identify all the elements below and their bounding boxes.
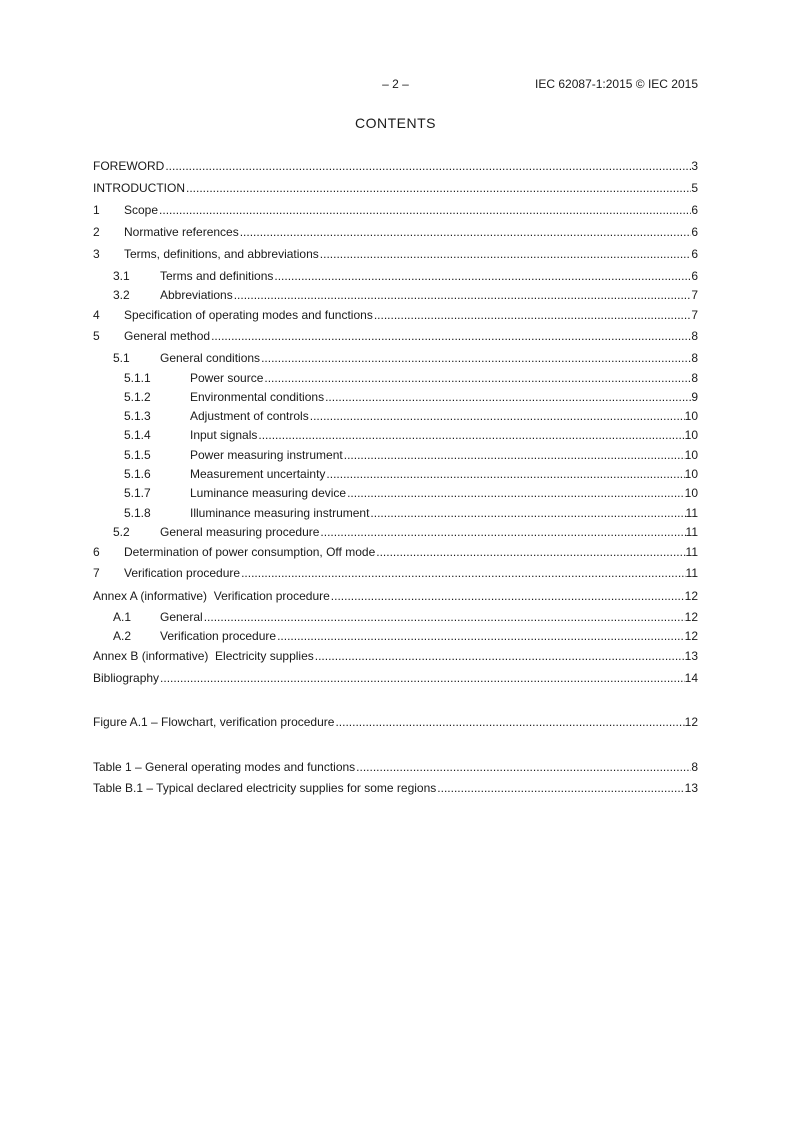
- toc-entry-text: Power measuring instrument: [190, 448, 343, 462]
- dot-leader: [331, 587, 685, 605]
- toc-entry-text: Adjustment of controls: [190, 409, 309, 423]
- toc-entry-text: Input signals: [190, 428, 258, 442]
- toc-entry-5-1-5[interactable]: [93, 446, 698, 464]
- dot-leader: [165, 157, 691, 175]
- toc-entry-page: 10: [684, 486, 698, 500]
- toc-entry-page: 10: [684, 467, 698, 481]
- table-entry-page: 13: [684, 781, 698, 795]
- toc-entry-5-1-8[interactable]: [93, 504, 698, 522]
- toc-entry-number: 7: [93, 566, 100, 580]
- dot-leader: [315, 647, 685, 665]
- toc-entry-5-1-7[interactable]: [93, 484, 698, 502]
- toc-entry-page: 11: [685, 566, 698, 580]
- page-title: CONTENTS: [355, 115, 436, 131]
- toc-entry-text: General: [160, 610, 203, 624]
- toc-entry-1[interactable]: [93, 201, 698, 219]
- dot-leader: [326, 465, 684, 483]
- toc-entry-page: 12: [684, 610, 698, 624]
- dot-leader: [204, 608, 685, 626]
- toc-entry-number: 4: [93, 308, 100, 322]
- toc-entry-text: Annex B (informative) Electricity supplies: [93, 649, 314, 663]
- toc-entry-number: 5.1.8: [124, 506, 151, 520]
- toc-entry-text: FOREWORD: [93, 159, 165, 173]
- dot-leader: [320, 245, 692, 263]
- toc-entry-number: 5.1.1: [124, 371, 151, 385]
- toc-entry-page: 3: [691, 159, 698, 173]
- dot-leader: [374, 306, 691, 324]
- list-of-figures-entry[interactable]: [93, 713, 698, 731]
- toc-entry-text: Measurement uncertainty: [190, 467, 326, 481]
- toc-entry-introduction[interactable]: [93, 179, 698, 197]
- toc-entry-text: Determination of power consumption, Off mode: [124, 545, 376, 559]
- dot-leader: [370, 504, 685, 522]
- toc-entry-3-1[interactable]: [93, 267, 698, 285]
- toc-entry-text: Bibliography: [93, 671, 160, 685]
- dot-leader: [241, 564, 685, 582]
- toc-entry-a-2[interactable]: [93, 627, 698, 645]
- toc-entry-annex-a[interactable]: [93, 587, 698, 605]
- toc-entry-5-2[interactable]: [93, 523, 698, 541]
- toc-entry-page: 7: [691, 308, 698, 322]
- page-number: – 2 –: [382, 77, 409, 91]
- toc-entry-text: Illuminance measuring instrument: [190, 506, 370, 520]
- dot-leader: [344, 446, 685, 464]
- toc-entry-text: INTRODUCTION: [93, 181, 185, 195]
- dot-leader: [159, 201, 691, 219]
- toc-entry-text: Normative references: [124, 225, 239, 239]
- list-of-tables-entry[interactable]: [93, 779, 698, 797]
- toc-entry-5-1-3[interactable]: [93, 407, 698, 425]
- toc-entry-text: Specification of operating modes and functions: [124, 308, 373, 322]
- toc-entry-page: 11: [685, 545, 698, 559]
- toc-entry-5-1-4[interactable]: [93, 426, 698, 444]
- toc-entry-2[interactable]: [93, 223, 698, 241]
- toc-entry-4[interactable]: [93, 306, 698, 324]
- dot-leader: [335, 713, 684, 731]
- dot-leader: [376, 543, 685, 561]
- toc-entry-page: 7: [691, 288, 698, 302]
- dot-leader: [437, 779, 684, 797]
- toc-entry-7[interactable]: [93, 564, 698, 582]
- toc-entry-page: 6: [691, 269, 698, 283]
- dot-leader: [274, 267, 691, 285]
- toc-entry-foreword[interactable]: [93, 157, 698, 175]
- dot-leader: [234, 286, 692, 304]
- toc-entry-number: 3: [93, 247, 100, 261]
- toc-entry-number: 5.1.6: [124, 467, 151, 481]
- toc-entry-page: 9: [691, 390, 698, 404]
- toc-entry-page: 12: [684, 629, 698, 643]
- toc-entry-number: 5.1.3: [124, 409, 151, 423]
- document-reference: IEC 62087-1:2015 © IEC 2015: [535, 77, 698, 91]
- dot-leader: [240, 223, 692, 241]
- toc-entry-number: 5: [93, 329, 100, 343]
- toc-entry-number: 5.1.7: [124, 486, 151, 500]
- toc-entry-text: Environmental conditions: [190, 390, 325, 404]
- toc-entry-3-2[interactable]: [93, 286, 698, 304]
- toc-entry-number: A.2: [113, 629, 132, 643]
- toc-entry-page: 10: [684, 448, 698, 462]
- toc-entry-page: 13: [684, 649, 698, 663]
- dot-leader: [160, 669, 685, 687]
- toc-entry-a-1[interactable]: [93, 608, 698, 626]
- toc-entry-5-1-6[interactable]: [93, 465, 698, 483]
- toc-entry-page: 6: [691, 247, 698, 261]
- toc-entry-3[interactable]: [93, 245, 698, 263]
- dot-leader: [277, 627, 685, 645]
- dot-leader: [186, 179, 691, 197]
- dot-leader: [347, 484, 685, 502]
- page-header: [93, 76, 698, 92]
- toc-entry-text: Luminance measuring device: [190, 486, 347, 500]
- toc-entry-text: Annex A (informative) Verification procedure: [93, 589, 330, 603]
- toc-entry-page: 10: [684, 409, 698, 423]
- table-entry-text: Table B.1 – Typical declared electricity supplies for some regions: [93, 781, 437, 795]
- toc-entry-text: General method: [124, 329, 211, 343]
- figure-entry-page: 12: [684, 715, 698, 729]
- table-entry-text: Table 1 – General operating modes and functions: [93, 760, 356, 774]
- toc-entry-text: General conditions: [160, 351, 261, 365]
- toc-entry-page: 6: [691, 225, 698, 239]
- toc-entry-page: 12: [684, 589, 698, 603]
- toc-entry-page: 8: [691, 371, 698, 385]
- toc-entry-text: Verification procedure: [124, 566, 241, 580]
- figure-entry-text: Figure A.1 – Flowchart, verification procedure: [93, 715, 335, 729]
- dot-leader: [310, 407, 685, 425]
- toc-entry-number: 6: [93, 545, 100, 559]
- toc-entry-page: 11: [685, 525, 698, 539]
- toc-entry-5-1-1[interactable]: [93, 369, 698, 387]
- toc-entry-number: 5.1.5: [124, 448, 151, 462]
- toc-entry-page: 14: [684, 671, 698, 685]
- toc-entry-5-1[interactable]: [93, 349, 698, 367]
- toc-entry-page: 5: [691, 181, 698, 195]
- toc-entry-text: Scope: [124, 203, 159, 217]
- toc-entry-text: Terms, definitions, and abbreviations: [124, 247, 319, 261]
- toc-entry-text: Power source: [190, 371, 264, 385]
- toc-entry-number: 1: [93, 203, 100, 217]
- list-of-tables-entry[interactable]: [93, 758, 698, 776]
- toc-entry-text: General measuring procedure: [160, 525, 320, 539]
- toc-entry-5-1-2[interactable]: [93, 388, 698, 406]
- toc-entry-page: 11: [685, 506, 698, 520]
- toc-entry-number: 5.2: [113, 525, 130, 539]
- toc-entry-number: 5.1: [113, 351, 130, 365]
- toc-entry-page: 8: [691, 351, 698, 365]
- dot-leader: [356, 758, 691, 776]
- dot-leader: [320, 523, 685, 541]
- dot-leader: [325, 388, 691, 406]
- toc-entry-page: 10: [684, 428, 698, 442]
- toc-entry-text: Terms and definitions: [160, 269, 274, 283]
- toc-entry-number: A.1: [113, 610, 132, 624]
- toc-entry-annex-b[interactable]: [93, 647, 698, 665]
- toc-entry-number: 2: [93, 225, 100, 239]
- toc-entry-number: 3.2: [113, 288, 130, 302]
- dot-leader: [261, 349, 691, 367]
- toc-entry-text: Abbreviations: [160, 288, 233, 302]
- toc-entry-number: 3.1: [113, 269, 130, 283]
- toc-entry-page: 8: [691, 329, 698, 343]
- dot-leader: [264, 369, 691, 387]
- dot-leader: [211, 327, 691, 345]
- toc-entry-5[interactable]: [93, 327, 698, 345]
- toc-entry-text: Verification procedure: [160, 629, 277, 643]
- toc-entry-6[interactable]: [93, 543, 698, 561]
- toc-entry-page: 6: [691, 203, 698, 217]
- dot-leader: [258, 426, 684, 444]
- toc-entry-number: 5.1.2: [124, 390, 151, 404]
- table-entry-page: 8: [691, 760, 698, 774]
- toc-entry-bibliography[interactable]: [93, 669, 698, 687]
- toc-entry-number: 5.1.4: [124, 428, 151, 442]
